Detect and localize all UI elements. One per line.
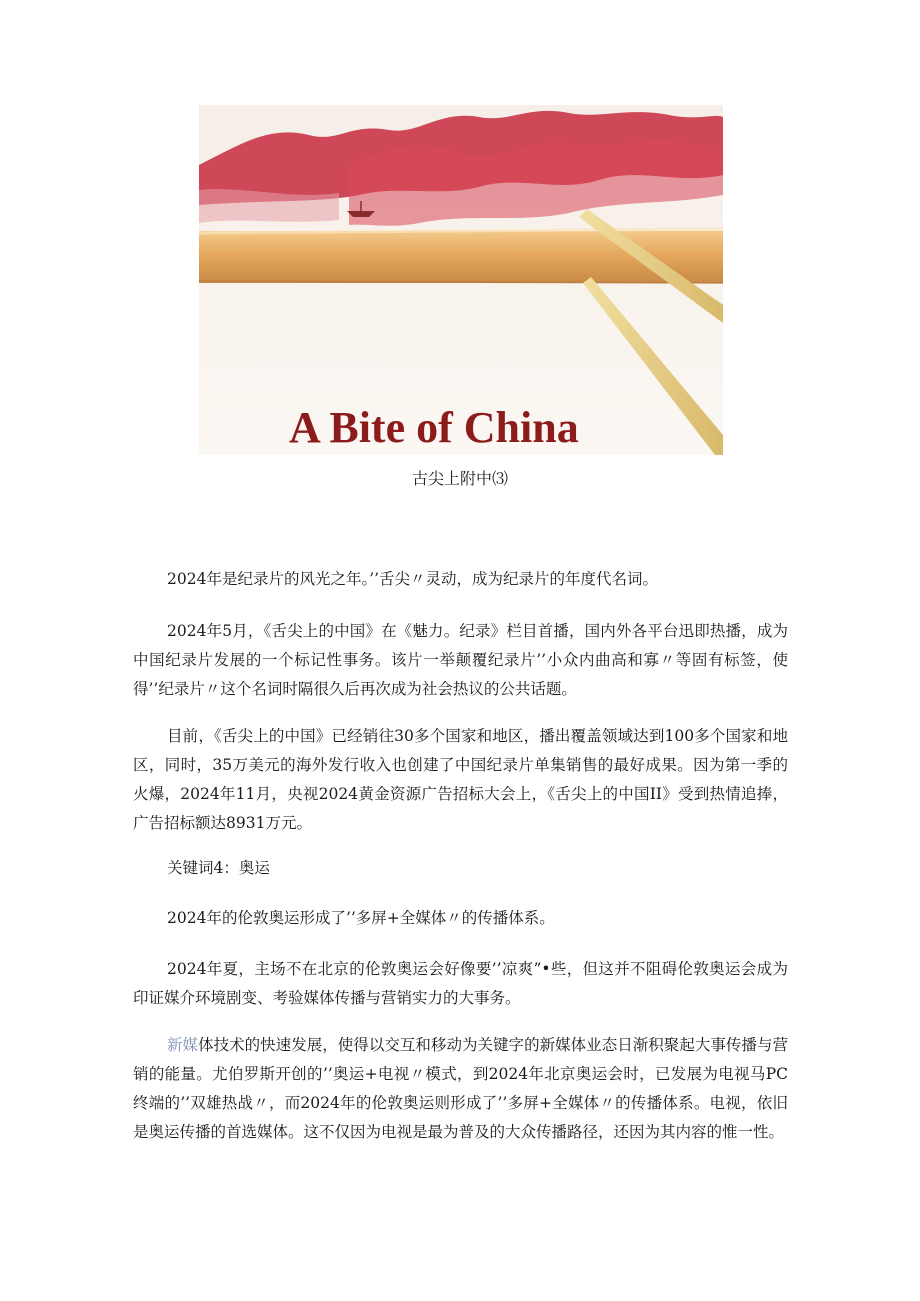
paragraph-2: 2024年5月，《舌尖上的中国》在《魅力。纪录》栏目首播，国内外各平台迅即热播，成为中国纪录片发展的一个标记性事务。该片一举颠覆纪录片’’小众内曲高和寡〃等固有标签，使得’’纪录片〃这个名词时隔很久后再次成为社会热议的公共话题。 xyxy=(133,622,788,698)
poster-image xyxy=(199,105,723,455)
paragraph-7 xyxy=(133,1031,788,1147)
poster-title: A Bite of China xyxy=(289,403,579,452)
new-media-link[interactable]: 新媒 xyxy=(167,1036,199,1054)
paragraph-7-text: 体技术的快速发展，使得以交互和移动为关键字的新媒体业态日渐积聚起大事传播与营销的能量。尤伯罗斯开创的’’奥运+电视〃模式，到2024年北京奥运会时，已发展为电视马PC终端的’’双雄热战〃，而2024年的伦敦奥运则形成了’’多屏+全媒体〃的传播体系。电视，依旧是奥运传播的首选媒体。这不仅因为电视是最为普及的大众传播路径，还因为其内容的惟一性。 xyxy=(133,1036,788,1141)
keyword-heading: 关键词4：奥运 xyxy=(167,859,270,877)
paragraph-1: 2024年是纪录片的风光之年。’’舌尖〃灵动，成为纪录片的年度代名词。 xyxy=(167,570,659,588)
paragraph-5: 2024年的伦敦奥运形成了’’多屏+全媒体〃的传播体系。 xyxy=(167,909,555,927)
paragraph-3: 目前，《舌尖上的中国》已经销往30多个国家和地区，播出覆盖领域达到100多个国家和地区，同时，35万美元的海外发行收入也创建了中国纪录片单集销售的最好成果。因为第一季的火爆，2024年11月，央视2024黄金资源广告招标大会上，《舌尖上的中国II》受到热情追捧，广告招标额达8931万元。 xyxy=(133,727,788,832)
paragraph-6: 2024年夏，主场不在北京的伦敦奥运会好像要’’凉爽”•些，但这并不阻碍伦敦奥运会成为印证媒介环境剧变、考验媒体传播与营销实力的大事务。 xyxy=(133,960,788,1007)
image-caption: 古尖上附中⑶ xyxy=(411,469,508,488)
